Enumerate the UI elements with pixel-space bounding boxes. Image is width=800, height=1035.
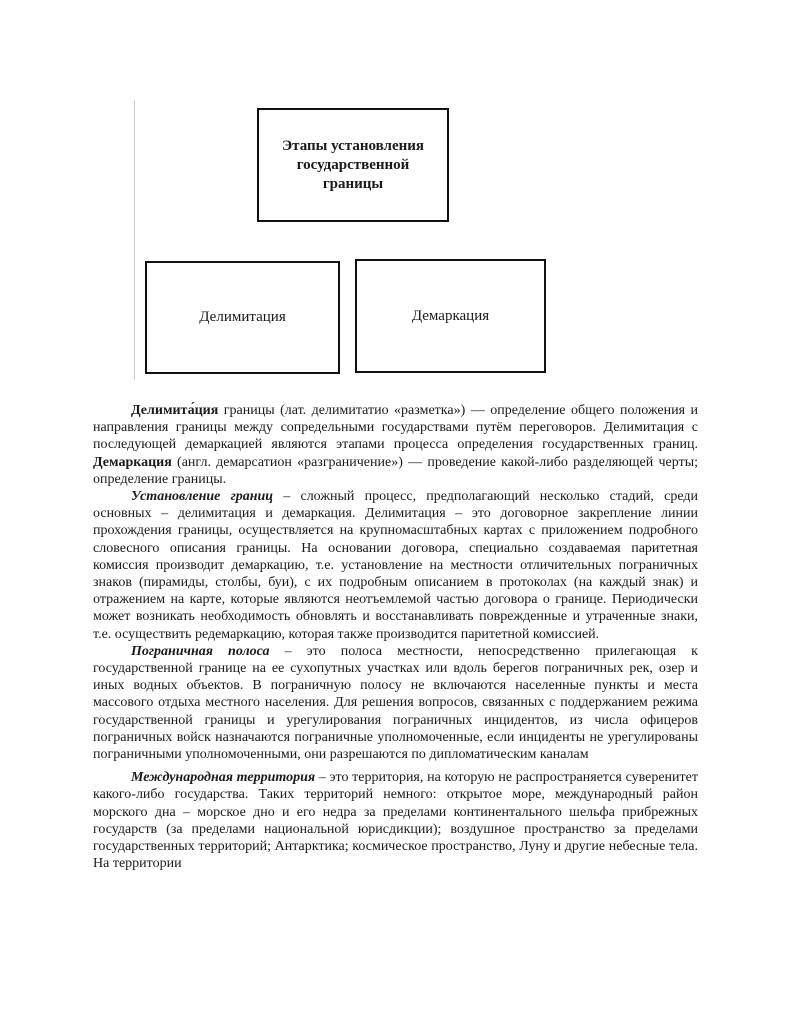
paragraph-delimitation	[93, 402, 698, 488]
paragraph-text: – это полоса местности, непосредственно прилегающая к государственной границе на ее сухопутных участках или вдоль берегов пограничных рек, озер и иных водных объектов. В пограничную полосу не включаются населенные пункты и места массового отдыха местного населения. Для решения вопросов, связанных с поддержанием режима государственной границы и урегулирования пограничных инцидентов, из числа офицеров пограничных войск назначаются пограничные уполномоченные, если инциденты не урегулированы пограничными уполномоченными, они разрешаются по дипломатическим каналам	[93, 643, 698, 763]
body-text	[93, 402, 698, 872]
diagram-top-box	[257, 108, 449, 222]
paragraph-international-territory	[93, 769, 698, 872]
diagram-left-box	[145, 261, 340, 374]
diagram-right-label: Демаркация	[411, 307, 490, 324]
paragraph-text: (англ. демарсатион «разграничение») — проведение какой-либо разделяющей черты; определение границы.	[93, 454, 698, 487]
term-international-territory: Международная территория	[131, 770, 316, 786]
paragraph-border-strip	[93, 643, 698, 763]
term-border-strip: Пограничная полоса	[131, 643, 270, 659]
diagram-top-label: Этапы установления государственной границы	[281, 137, 425, 192]
paragraph-border-establishment	[93, 488, 698, 643]
diagram	[0, 0, 800, 390]
term-delimitation: Делимита́ция	[131, 403, 219, 418]
term-border-establishment: Установление границ	[131, 489, 274, 505]
diagram-frame-line	[134, 100, 135, 380]
diagram-left-label: Делимитация	[199, 309, 286, 325]
paragraph-text: – это территория, на которую не распространяется суверенитет какого-либо государства. Таких территорий немного: открытое море, международный район морского дна – морское дно и его недра за пределами континентального шельфа прибрежных государств (за пределами национальной юрисдикции); воздушное пространство за пределами государственных территорий; Антарктика; космическое пространство, Луну и другие небесные тела. На территории	[93, 770, 698, 872]
paragraph-text: границы (лат. делимитатио «разметка») — определение общего положения и направления границы между сопредельными государствами путём переговоров. Делимитация с последующей демаркацией являются этапами процесса определения государственных границ.	[93, 403, 698, 453]
term-demarcation: Демаркация	[93, 454, 172, 470]
paragraph-text: – сложный процесс, предполагающий несколько стадий, среди основных – делимитация и демаркация. Делимитация – это договорное закрепление линии прохождения границы, осуществляется на крупномасштабных картах с приложением подробного словесного описания границы. На основании договора, специально создаваемая паритетная комиссия производит демаркацию, т.е. установление на местности отличительных пограничных знаков (пирамиды, столбы, буи), с их подробным описанием в протоколах (на каждый знак) и отражением на карте, которые являются неотъемлемой частью договора о границе. Периодически может возникать необходимость обновлять и восстанавливать поврежденные и утраченные знаки, т.е. осуществить редемаркацию, которая также производится паритетной комиссией.	[93, 489, 698, 642]
diagram-right-box	[355, 259, 546, 373]
